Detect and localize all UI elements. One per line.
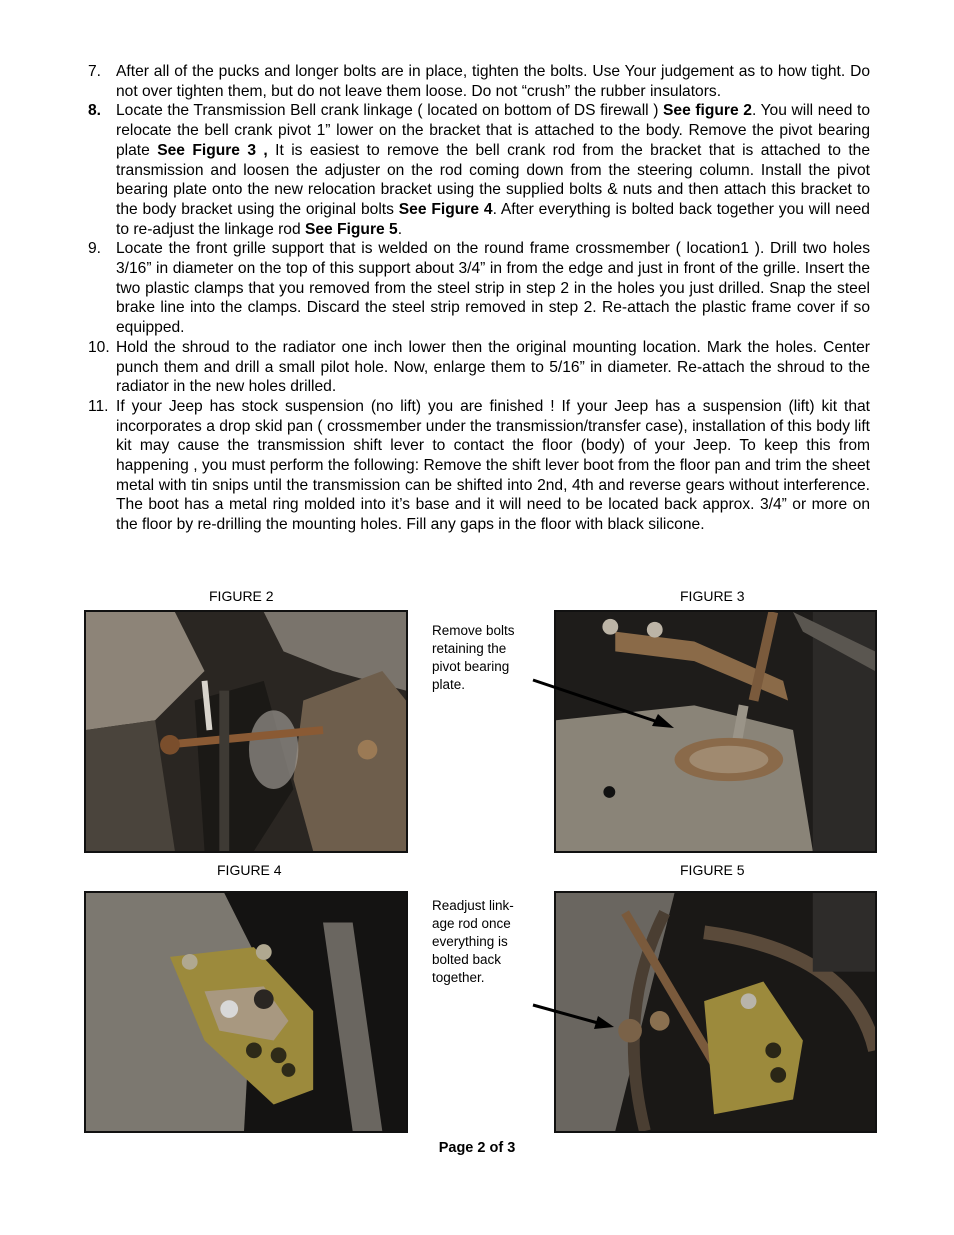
note-line: plate. xyxy=(432,677,466,692)
note-line: age rod once xyxy=(432,916,511,931)
step-text: Locate the Transmission Bell crank linkage ( located on bottom of DS firewall ) xyxy=(116,102,664,120)
figure-2-photo xyxy=(84,610,408,853)
figure-5-caption: FIGURE 5 xyxy=(680,862,745,878)
step-item xyxy=(88,239,870,338)
page-number-footer: Page 2 of 3 xyxy=(438,1140,516,1156)
step-item xyxy=(88,397,870,535)
step-text: Hold the shroud to the radiator one inch lower then the original mounting location. Mark the holes. Center punch them and drill a small pilot hole. Now, enlarge them to 5/16” in diameter. Re-attach the shroud to the radiator in the new holes drilled. xyxy=(116,338,870,396)
note-line: retaining the xyxy=(432,641,507,656)
step-text: After all of the pucks and longer bolts are in place, tighten the bolts. Use Your judgement as to how tight. Do not over tighten them, but do not leave them loose. Do not “crush” the rubber insulators. xyxy=(116,63,870,100)
step-number: 7. xyxy=(88,63,102,80)
step-text: Locate the front grille support that is welded on the round frame crossmember ( location1 ). Drill two holes 3/16” in diameter on the top of this support about 3/4” in from the edge and just in front of the grille. Insert the two plastic clamps that you removed from the steel strip in step 2 in the holes you just drilled. Snap the steel brake line into the clamps. Discard the steel strip removed in step 2. Re-attach the plastic frame cover if so equipped. xyxy=(116,240,870,337)
step-reference: See Figure 3 , xyxy=(157,141,268,159)
figure-4-caption: FIGURE 4 xyxy=(217,862,282,878)
step-text: . xyxy=(397,220,403,238)
figure-4-photo xyxy=(84,891,408,1133)
figure-2-caption: FIGURE 2 xyxy=(209,588,274,604)
note-line: Readjust link- xyxy=(432,898,514,913)
step-text: It is easiest to remove the bell crank rod from the bracket that is attached to the transmission and loosen the adjuster on the rod coming down from the steering column. Install the pivot bearing plate onto the new relocation bracket using the supplied bolts & nuts and then attach this bracket to the body bracket using the original bolts xyxy=(116,141,871,218)
step-item xyxy=(88,62,870,101)
step-number: 11. xyxy=(88,397,109,415)
figure-5-pointer-arrow xyxy=(530,999,620,1039)
step-item xyxy=(88,101,870,239)
step-text: If your Jeep has stock suspension (no lift) you are finished ! If your Jeep has a suspension (lift) kit that incorporates a drop skid pan ( crossmember under the transmission/transfer case), installation of this body lift kit may cause the transmission shift lever to contact the floor (body) of your Jeep. To keep this from happening , you must perform the following: Remove the shift lever boot from the floor pan and trim the sheet metal with tin snips until the transmission can be shifted into 2nd, 4th and reverse gears without interference. The boot has a metal ring molded into it’s base and it will need to be located back approx. 3/4” or more on the floor by re-drilling the mounting holes. Fill any gaps in the floor with black silicone. xyxy=(116,397,870,534)
step-text: . After everything is bolted back together you will need to re-adjust the linkage rod xyxy=(116,200,870,238)
figure-3-note xyxy=(432,622,515,694)
note-line: Remove bolts xyxy=(432,623,515,638)
note-line: pivot bearing xyxy=(432,659,510,674)
step-reference: See Figure 5 xyxy=(304,220,398,238)
step-text: . You will need to relocate the bell crank pivot 1” lower on the bracket that is attached to the body. Remove the pivot bearing plate xyxy=(116,102,871,159)
step-number: 9. xyxy=(88,240,102,258)
step-item xyxy=(88,338,870,397)
step-number: 10. xyxy=(88,338,110,356)
step-reference: See figure 2 xyxy=(663,102,752,120)
figure-3-caption: FIGURE 3 xyxy=(680,588,745,604)
figure-5-note xyxy=(432,897,514,987)
instruction-steps xyxy=(88,62,870,535)
step-reference: See Figure 4 xyxy=(398,200,493,218)
note-line: together. xyxy=(432,970,485,985)
note-line: everything is xyxy=(432,934,508,949)
note-line: bolted back xyxy=(432,952,502,967)
figure-3-pointer-arrow xyxy=(530,674,680,734)
step-number: 8. xyxy=(88,102,102,120)
